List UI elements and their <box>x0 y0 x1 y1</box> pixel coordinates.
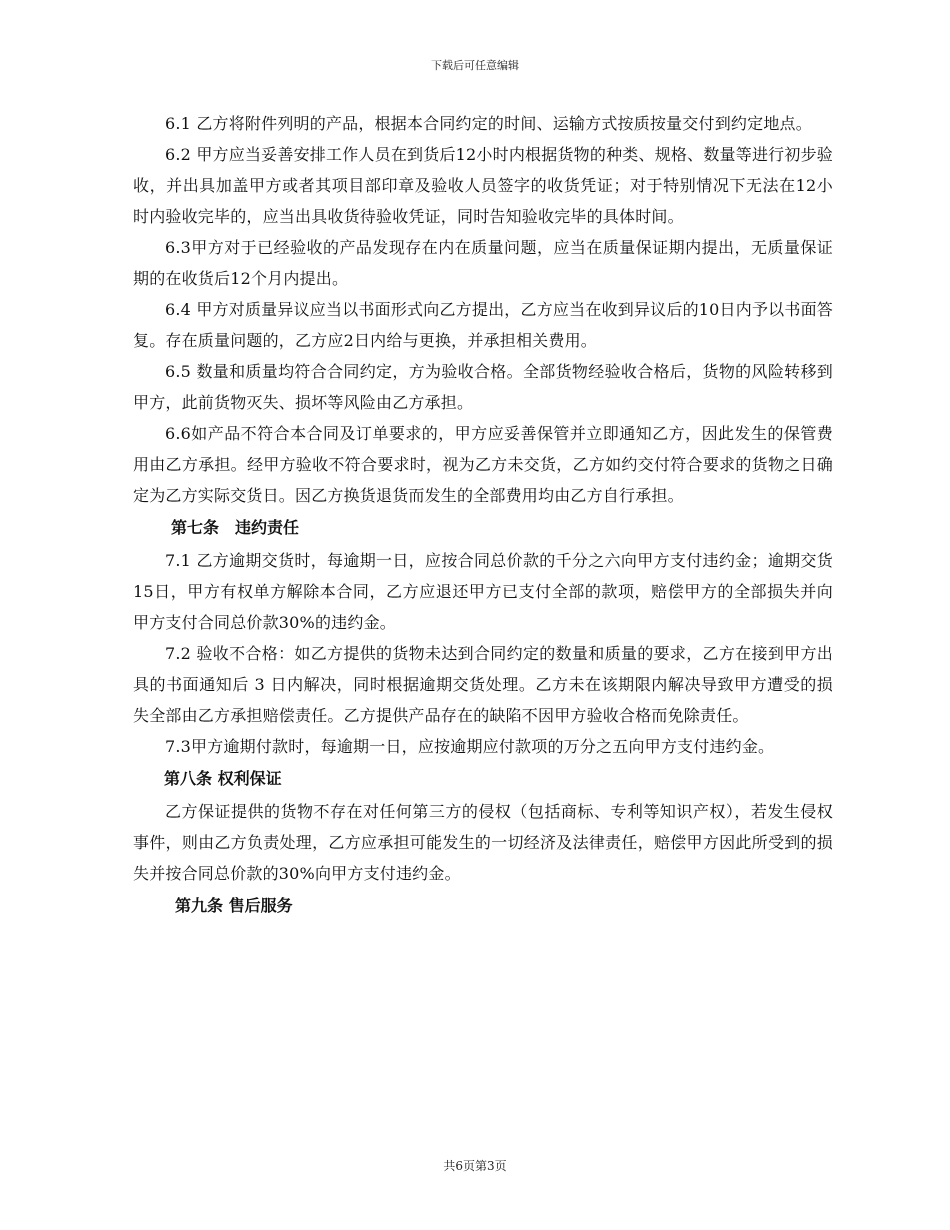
article-7-heading: 第七条 违约责任 <box>171 518 300 537</box>
clause-6-6: 6.6如产品不符合本合同及订单要求的，甲方应妥善保管并立即通知乙方，因此发生的保管费用由乙方承担。经甲方验收不符合要求时，视为乙方未交货，乙方如约交付符合要求的货物之日确定为乙方实际交货日。因乙方换货退货而发生的全部费用均由乙方自行承担。 <box>133 424 833 505</box>
article-8-heading: 第八条 权利保证 <box>164 769 282 788</box>
page-footer: 共6页第3页 <box>443 1159 507 1173</box>
clause-6-3: 6.3甲方对于已经验收的产品发现存在内在质量问题，应当在质量保证期内提出，无质量保证期的在收货后12个月内提出。 <box>133 238 833 288</box>
clause-6-2: 6.2 甲方应当妥善安排工作人员在到货后12小时内根据货物的种类、规格、数量等进行初步验收，并出具加盖甲方或者其项目部印章及验收人员签字的收货凭证；对于特别情况下无法在12小时内验收完毕的，应当出具收货待验收凭证，同时告知验收完毕的具体时间。 <box>133 145 833 226</box>
clause-7-3: 7.3甲方逾期付款时，每逾期一日，应按逾期应付款项的万分之五向甲方支付违约金。 <box>165 737 775 756</box>
clause-6-4: 6.4 甲方对质量异议应当以书面形式向乙方提出，乙方应当在收到异议后的10日内予以书面答复。存在质量问题的，乙方应2日内给与更换，并承担相关费用。 <box>133 300 833 350</box>
document-body <box>133 108 833 923</box>
article-9-heading: 第九条 售后服务 <box>175 896 293 915</box>
clause-8-body: 乙方保证提供的货物不存在对任何第三方的侵权（包括商标、专利等知识产权），若发生侵权事件，则由乙方负责处理，乙方应承担可能发生的一切经济及法律责任，赔偿甲方因此所受到的损失并按合同总价款的30%向甲方支付违约金。 <box>133 802 833 883</box>
clause-6-5: 6.5 数量和质量均符合合同约定，方为验收合格。全部货物经验收合格后，货物的风险转移到甲方，此前货物灭失、损坏等风险由乙方承担。 <box>133 362 833 412</box>
page-header: 下载后可任意编辑 <box>431 59 519 72</box>
clause-7-2: 7.2 验收不合格：如乙方提供的货物未达到合同约定的数量和质量的要求，乙方在接到甲方出具的书面通知后 3 日内解决，同时根据逾期交货处理。乙方未在该期限内解决导致甲方遭受的损失全部由乙方承担赔偿责任。乙方提供产品存在的缺陷不因甲方验收合格而免除责任。 <box>133 644 833 725</box>
clause-7-1: 7.1 乙方逾期交货时，每逾期一日，应按合同总价款的千分之六向甲方支付违约金；逾期交货15日，甲方有权单方解除本合同，乙方应退还甲方已支付全部的款项，赔偿甲方的全部损失并向甲方支付合同总价款30%的违约金。 <box>133 551 833 632</box>
clause-6-1: 6.1 乙方将附件列明的产品，根据本合同约定的时间、运输方式按质按量交付到约定地点。 <box>165 114 812 133</box>
